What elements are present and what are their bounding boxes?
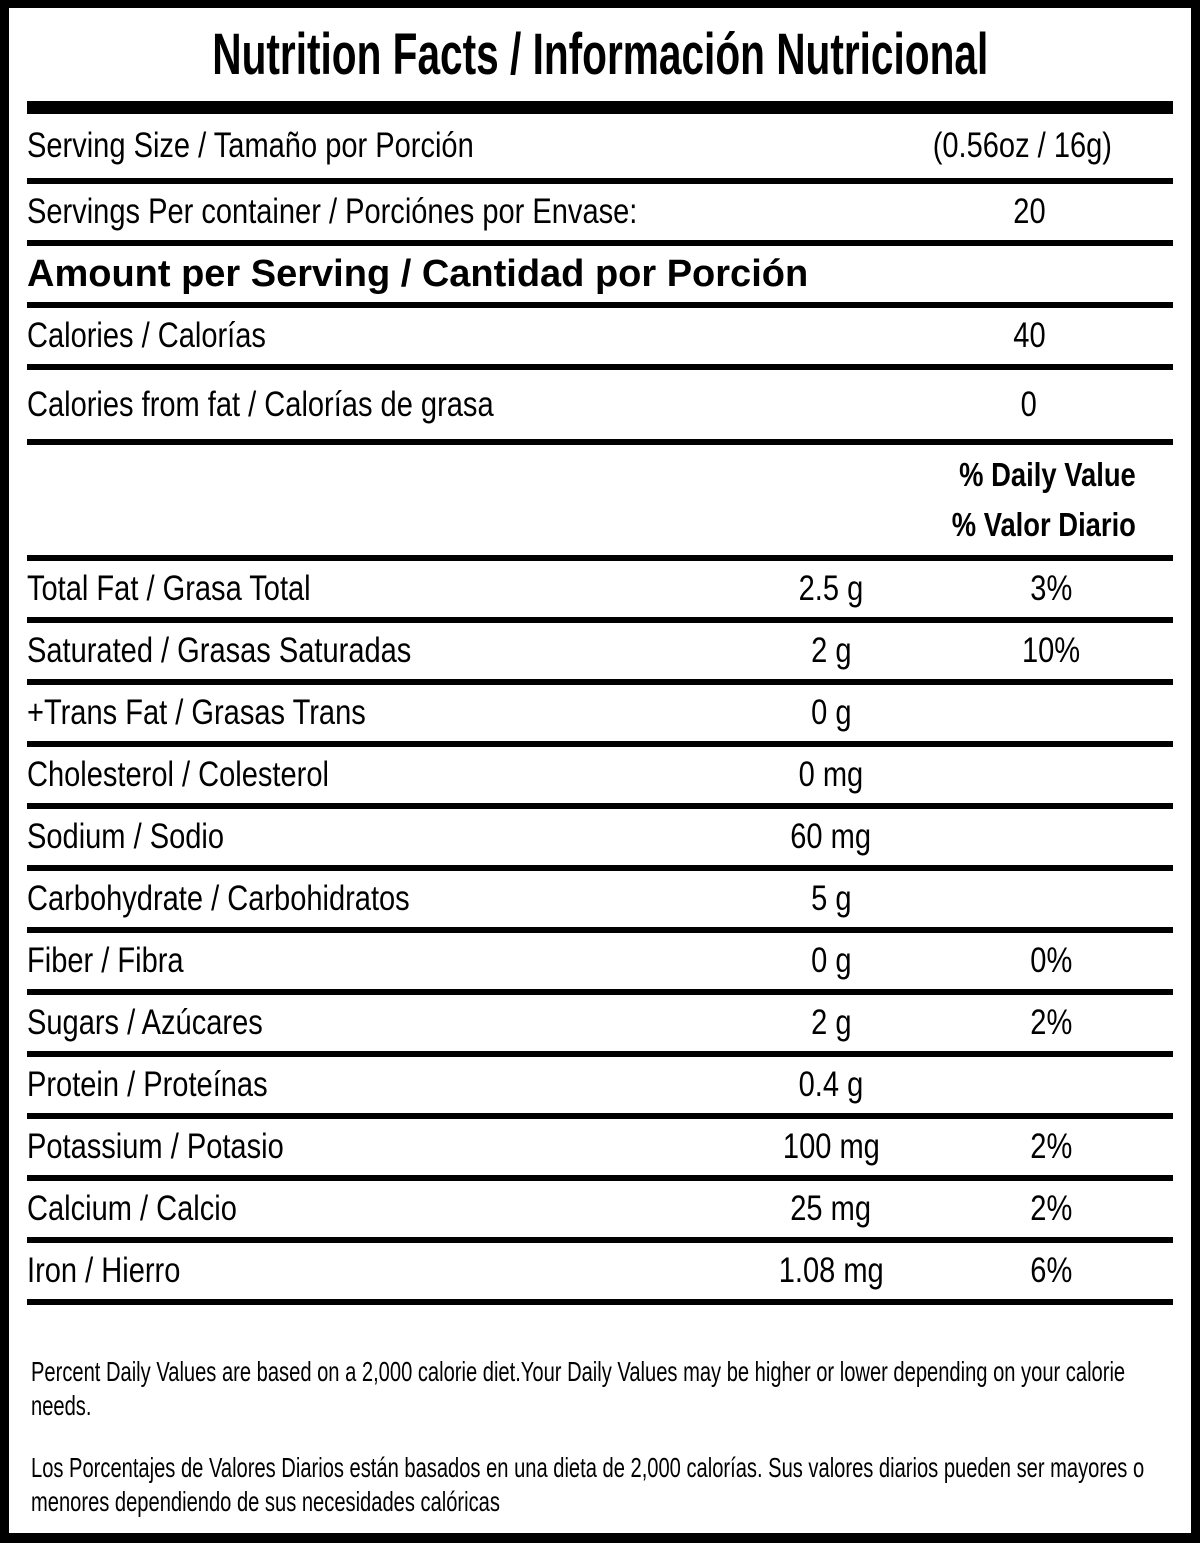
nutrient-amount: 2 g <box>810 1003 852 1042</box>
nutrient-label: Fiber / Fibra <box>27 941 184 980</box>
nutrient-amount: 25 mg <box>790 1189 872 1228</box>
serving-size-label: Serving Size / Tamaño por Porción <box>27 126 474 165</box>
title-band <box>27 8 1173 101</box>
amount-per-serving-header: Amount per Serving / Cantidad por Porción <box>27 252 809 295</box>
footnote-spanish: Los Porcentajes de Valores Diarios están basados en una dieta de 2,000 calorías. Sus valores diarios pueden ser mayores o menores dependiendo de sus necesidades calóricas <box>31 1452 1145 1517</box>
calories-from-fat-row <box>27 370 1173 445</box>
nutrient-row-potassium <box>27 1119 1173 1181</box>
nutrient-amount: 0 g <box>810 693 852 732</box>
footnote-english: Percent Daily Values are based on a 2,000 calorie diet.Your Daily Values may be higher or lower depending on your calorie needs. <box>31 1356 1126 1421</box>
footnotes <box>27 1305 1173 1519</box>
servings-per-container-value: 20 <box>1012 192 1046 231</box>
daily-value-header <box>27 445 1173 561</box>
nutrient-percent: 2% <box>1030 1127 1072 1166</box>
nutrient-label: Sodium / Sodio <box>27 817 225 856</box>
nutrient-row-calcium <box>27 1181 1173 1243</box>
page-title: Nutrition Facts / Información Nutricional <box>212 22 988 87</box>
nutrient-percent: 10% <box>1021 631 1081 670</box>
nutrient-label: Iron / Hierro <box>27 1251 181 1290</box>
nutrient-amount: 60 mg <box>790 817 872 856</box>
nutrient-label: +Trans Fat / Grasas Trans <box>27 693 366 732</box>
nutrient-row-cholesterol <box>27 747 1173 809</box>
calories-value: 40 <box>1012 316 1046 355</box>
calories-row <box>27 308 1173 370</box>
nutrient-percent: 3% <box>1030 569 1072 608</box>
calories-from-fat-label: Calories from fat / Calorías de grasa <box>27 384 494 424</box>
nutrient-amount: 100 mg <box>782 1127 880 1166</box>
calories-from-fat-value: 0 <box>1020 384 1038 424</box>
nutrient-label: Calcium / Calcio <box>27 1189 237 1228</box>
servings-per-container-label: Servings Per container / Porciónes por Envase: <box>27 192 638 231</box>
nutrient-amount: 0 mg <box>798 755 864 794</box>
nutrient-amount: 2.5 g <box>798 569 864 608</box>
nutrient-row-protein <box>27 1057 1173 1119</box>
nutrient-amount: 1.08 mg <box>778 1251 884 1290</box>
nutrient-row-total-fat <box>27 561 1173 623</box>
nutrient-row-saturated-fat <box>27 623 1173 685</box>
nutrient-amount: 0 g <box>810 941 852 980</box>
nutrient-label: Sugars / Azúcares <box>27 1003 263 1042</box>
nutrient-amount: 5 g <box>810 879 852 918</box>
nutrient-row-fiber <box>27 933 1173 995</box>
calories-label: Calories / Calorías <box>27 316 266 355</box>
nutrient-row-trans-fat <box>27 685 1173 747</box>
servings-per-container-row <box>27 184 1173 246</box>
nutrient-amount: 2 g <box>810 631 852 670</box>
nutrient-row-sodium <box>27 809 1173 871</box>
serving-size-value: (0.56oz / 16g) <box>932 126 1112 165</box>
nutrient-label: Carbohydrate / Carbohidratos <box>27 879 410 918</box>
nutrient-row-carbohydrate <box>27 871 1173 933</box>
nutrient-label: Protein / Proteínas <box>27 1065 268 1104</box>
nutrient-label: Potassium / Potasio <box>27 1127 284 1166</box>
nutrient-row-sugars <box>27 995 1173 1057</box>
nutrient-percent: 0% <box>1030 941 1072 980</box>
nutrient-percent: 2% <box>1030 1003 1072 1042</box>
nutrient-amount: 0.4 g <box>798 1065 864 1104</box>
amount-per-serving-header-row <box>27 246 1173 308</box>
daily-value-header-es: % Valor Diario <box>951 506 1136 543</box>
nutrient-label: Saturated / Grasas Saturadas <box>27 631 412 670</box>
nutrient-label: Total Fat / Grasa Total <box>27 569 311 608</box>
title-divider <box>27 101 1173 114</box>
nutrient-row-iron <box>27 1243 1173 1305</box>
daily-value-header-en: % Daily Value <box>959 456 1136 493</box>
nutrient-label: Cholesterol / Colesterol <box>27 755 329 794</box>
serving-size-row <box>27 114 1173 184</box>
nutrient-percent: 2% <box>1030 1189 1072 1228</box>
nutrient-percent: 6% <box>1030 1251 1072 1290</box>
